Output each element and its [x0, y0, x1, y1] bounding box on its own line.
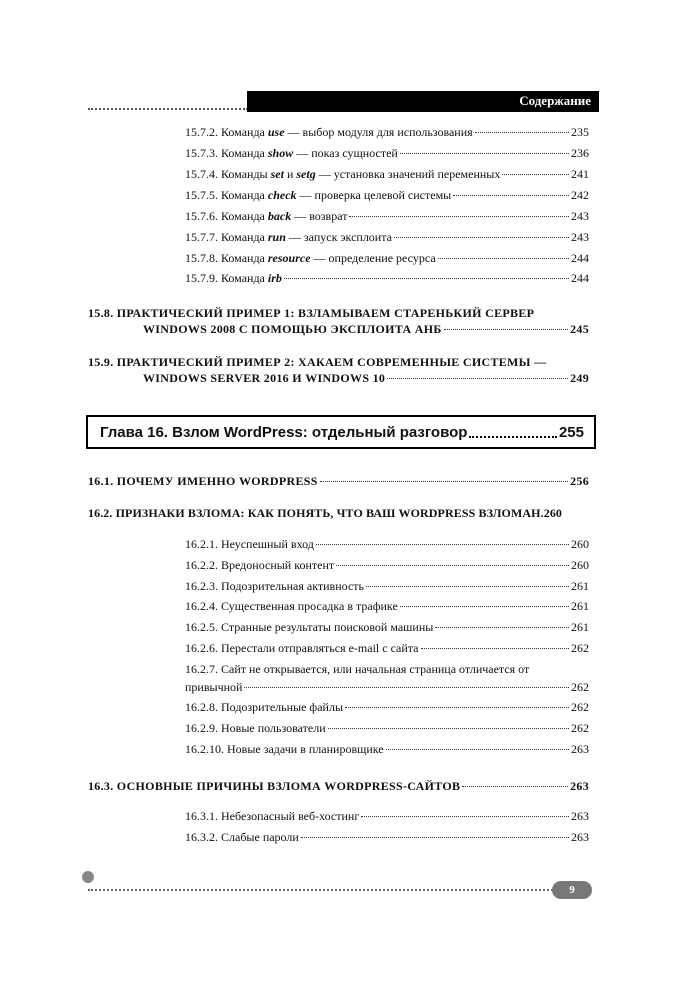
dot-leader — [400, 606, 569, 607]
page-number: 263 — [570, 779, 589, 793]
dot-leader — [502, 174, 569, 175]
dot-leader — [244, 687, 569, 688]
section-heading[interactable]: WINDOWS SERVER 2016 И WINDOWS 10 249 — [143, 371, 589, 385]
footer-bullet — [82, 871, 94, 883]
page-number: .260 — [540, 506, 563, 520]
page-number: 261 — [571, 620, 589, 634]
toc-entry[interactable]: 15.7.9. Команда irb 244 — [185, 271, 589, 285]
toc-entry[interactable]: 16.3.1. Небезопасный веб-хостинг 263 — [185, 809, 589, 823]
page-number: 245 — [570, 322, 589, 336]
dot-leader — [361, 816, 569, 817]
page-number: 243 — [571, 230, 589, 244]
section-heading[interactable]: WINDOWS 2008 С ПОМОЩЬЮ ЭКСПЛОИТА АНБ 245 — [143, 322, 589, 336]
toc-entry[interactable]: 16.2.4. Существенная просадка в трафике 261 — [185, 599, 589, 613]
dot-leader — [301, 837, 569, 838]
toc-entry[interactable]: 16.2.2. Вредоносный контент 260 — [185, 558, 589, 572]
toc-entry[interactable]: 16.2.8. Подозрительные файлы 262 — [185, 700, 589, 714]
dot-leader — [475, 132, 569, 133]
dot-leader — [462, 786, 568, 787]
toc-entry[interactable]: 16.3.2. Слабые пароли 263 — [185, 830, 589, 844]
toc-entry[interactable]: 16.2.5. Странные результаты поисковой машины 261 — [185, 620, 589, 634]
dot-leader — [438, 258, 569, 259]
dot-leader — [328, 728, 569, 729]
page-number: 235 — [571, 125, 589, 139]
header-dotted-rule — [88, 108, 248, 110]
page-number: 262 — [571, 721, 589, 735]
dot-leader — [421, 648, 569, 649]
page-number: 256 — [570, 474, 589, 488]
dot-leader — [400, 153, 569, 154]
dot-leader — [386, 749, 569, 750]
page-number: 255 — [558, 423, 584, 441]
toc-entry[interactable]: 15.7.6. Команда back — возврат 243 — [185, 209, 589, 223]
dot-leader — [444, 329, 569, 330]
toc-entry[interactable]: 16.2.10. Новые задачи в планировщике 263 — [185, 742, 589, 756]
toc-entry-line[interactable]: 16.2.7. Сайт не открывается, или начальная страница отличается от — [185, 662, 530, 676]
dot-leader — [469, 436, 557, 438]
page-number: 262 — [571, 641, 589, 655]
toc-entry[interactable]: 15.7.2. Команда use — выбор модуля для использования 235 — [185, 125, 589, 139]
dot-leader — [349, 216, 569, 217]
page-number: 263 — [571, 742, 589, 756]
page-number: 263 — [571, 830, 589, 844]
dot-leader — [320, 481, 568, 482]
section-heading-line[interactable]: 15.8. ПРАКТИЧЕСКИЙ ПРИМЕР 1: ВЗЛАМЫВАЕМ СТАРЕНЬКИЙ СЕРВЕР — [88, 306, 535, 320]
dot-leader — [336, 565, 569, 566]
page-number: 260 — [571, 537, 589, 551]
section-heading-line[interactable]: 15.9. ПРАКТИЧЕСКИЙ ПРИМЕР 2: ХАКАЕМ СОВРЕМЕННЫЕ СИСТЕМЫ — — [88, 355, 547, 369]
chapter-heading[interactable]: Глава 16. Взлом WordPress: отдельный разговор 255 — [86, 415, 596, 449]
page-number: 263 — [571, 809, 589, 823]
section-heading[interactable]: 16.2. ПРИЗНАКИ ВЗЛОМА: КАК ПОНЯТЬ, ЧТО ВАШ WORDPRESS ВЗЛОМАН .260 — [88, 506, 563, 520]
page-number: 261 — [571, 579, 589, 593]
dot-leader — [387, 378, 568, 379]
header-bar — [247, 91, 599, 112]
dot-leader — [366, 586, 569, 587]
toc-entry[interactable]: 16.2.3. Подозрительная активность 261 — [185, 579, 589, 593]
dot-leader — [394, 237, 569, 238]
dot-leader — [284, 278, 569, 279]
page-number: 243 — [571, 209, 589, 223]
dot-leader — [453, 195, 569, 196]
toc-entry[interactable]: 15.7.7. Команда run — запуск эксплоита 243 — [185, 230, 589, 244]
page-number: 244 — [571, 271, 589, 285]
running-head-title: Содержание — [519, 93, 591, 108]
page-number: 249 — [570, 371, 589, 385]
footer-page-number: 9 — [552, 881, 592, 899]
toc-entry[interactable]: 16.2.1. Неуспешный вход 260 — [185, 537, 589, 551]
toc-entry[interactable]: 16.2.6. Перестали отправляться e-mail с сайта 262 — [185, 641, 589, 655]
footer-dotted-rule — [88, 889, 553, 891]
toc-entry[interactable]: 15.7.8. Команда resource — определение ресурса 244 — [185, 251, 589, 265]
page-number: 262 — [571, 680, 589, 694]
page-number: 242 — [571, 188, 589, 202]
page-number: 236 — [571, 146, 589, 160]
page-number: 241 — [571, 167, 589, 181]
section-heading[interactable]: 16.3. ОСНОВНЫЕ ПРИЧИНЫ ВЗЛОМА WORDPRESS-САЙТОВ 263 — [88, 779, 589, 793]
page-number: 261 — [571, 599, 589, 613]
toc-entry[interactable]: 15.7.3. Команда show — показ сущностей 236 — [185, 146, 589, 160]
page-number: 244 — [571, 251, 589, 265]
toc-entry[interactable]: 16.2.9. Новые пользователи 262 — [185, 721, 589, 735]
page-number: 260 — [571, 558, 589, 572]
page-number: 262 — [571, 700, 589, 714]
toc-entry[interactable]: привычной 262 — [185, 680, 589, 694]
toc-entry[interactable]: 15.7.4. Команды set и setg — установка значений переменных 241 — [185, 167, 589, 181]
dot-leader — [316, 544, 569, 545]
dot-leader — [435, 627, 569, 628]
toc-entry[interactable]: 15.7.5. Команда check — проверка целевой системы 242 — [185, 188, 589, 202]
section-heading[interactable]: 16.1. ПОЧЕМУ ИМЕННО WORDPRESS 256 — [88, 474, 589, 488]
dot-leader — [345, 707, 569, 708]
